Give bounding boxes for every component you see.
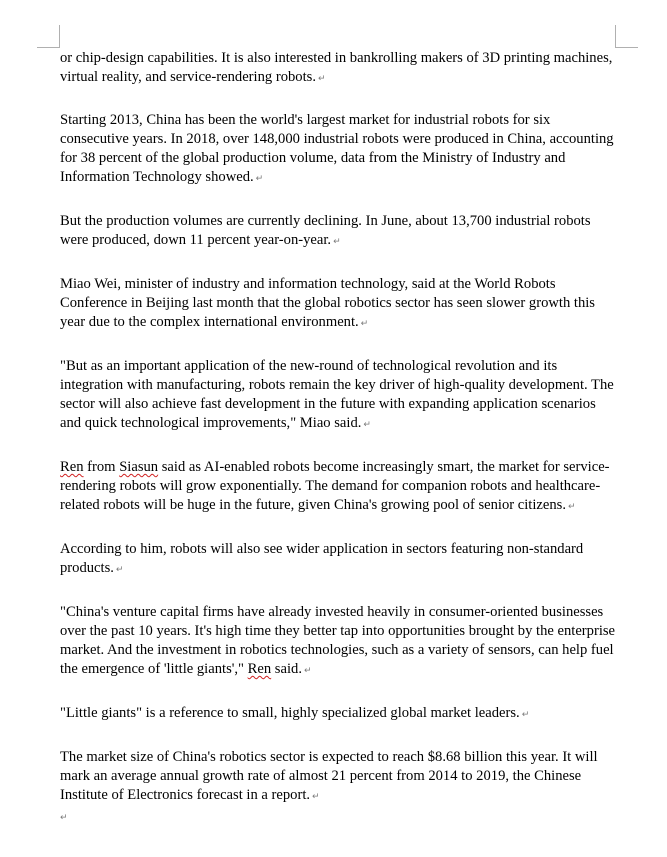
paragraph-mark: ↵ bbox=[363, 420, 371, 430]
empty-paragraph bbox=[60, 807, 620, 828]
paragraph-mark: ↵ bbox=[317, 74, 326, 84]
paragraph-mark: ↵ bbox=[115, 565, 124, 575]
paragraph-mark: ↵ bbox=[333, 237, 341, 247]
spellcheck-word-ren[interactable]: Ren bbox=[60, 459, 84, 475]
paragraph-4: Miao Wei, minister of industry and information technology, said at the World Robots Conference in Beijing last month that the global robotics sector has seen slower growth this year due to the complex international environment. ↵ bbox=[60, 275, 620, 334]
paragraph-mark: ↵ bbox=[521, 710, 530, 720]
paragraph-7: According to him, robots will also see wider application in sectors featuring non-standard products. ↵ bbox=[60, 540, 620, 580]
paragraph-mark: ↵ bbox=[568, 502, 576, 512]
paragraph-1: or chip-design capabilities. It is also interested in bankrolling makers of 3D printing machines, virtual reality, and service-rendering robots. ↵ bbox=[60, 49, 620, 89]
paragraph-5: "But as an important application of the new-round of technological revolution and its integration with manufacturing, robots remain the key driver of high-quality development. The sector will also achieve fast development in the future with expanding application scenarios and quick technological improvements," Miao said. ↵ bbox=[60, 357, 620, 435]
paragraph-mark: ↵ bbox=[255, 174, 264, 184]
margin-corner-mark-right bbox=[615, 25, 638, 48]
paragraph-10: The market size of China's robotics sector is expected to reach $8.68 billion this year. It will mark an average annual growth rate of almost 21 percent from 2014 to 2019, the Chinese Institute of Electronics forecast in a report. ↵ bbox=[60, 748, 620, 807]
paragraph-mark: ↵ bbox=[360, 319, 369, 329]
margin-corner-mark-left bbox=[37, 25, 60, 48]
paragraph-8: "China's venture capital firms have already invested heavily in consumer-oriented businesses over the past 10 years. It's high time they better tap into opportunities brought by the enterprise market. And the investment in robotics technologies, such as a variety of sensors, can help fuel the emergence of 'little giants'," Ren said. ↵ bbox=[60, 603, 620, 681]
paragraph-mark: ↵ bbox=[312, 792, 320, 802]
paragraph-2: Starting 2013, China has been the world's largest market for industrial robots for six consecutive years. In 2018, over 148,000 industrial robots were produced in China, accounting for 38 percent of the global production volume, data from the Ministry of Industry and Information Technology showed. ↵ bbox=[60, 111, 620, 189]
spellcheck-word-siasun[interactable]: Siasun bbox=[119, 459, 159, 475]
paragraph-6: Ren from Siasun said as AI-enabled robots become increasingly smart, the market for service-rendering robots will grow exponentially. The demand for companion robots and healthcare-related robots will be huge in the future, given China's growing pool of senior citizens. ↵ bbox=[60, 458, 620, 517]
document-body[interactable] bbox=[60, 49, 620, 828]
spellcheck-word-ren[interactable]: Ren bbox=[247, 661, 272, 677]
paragraph-9: "Little giants" is a reference to small, highly specialized global market leaders. ↵ bbox=[60, 704, 620, 725]
paragraph-3: But the production volumes are currently declining. In June, about 13,700 industrial robots were produced, down 11 percent year-on-year. ↵ bbox=[60, 212, 620, 252]
paragraph-mark: ↵ bbox=[303, 666, 312, 676]
paragraph-mark: ↵ bbox=[60, 813, 68, 823]
